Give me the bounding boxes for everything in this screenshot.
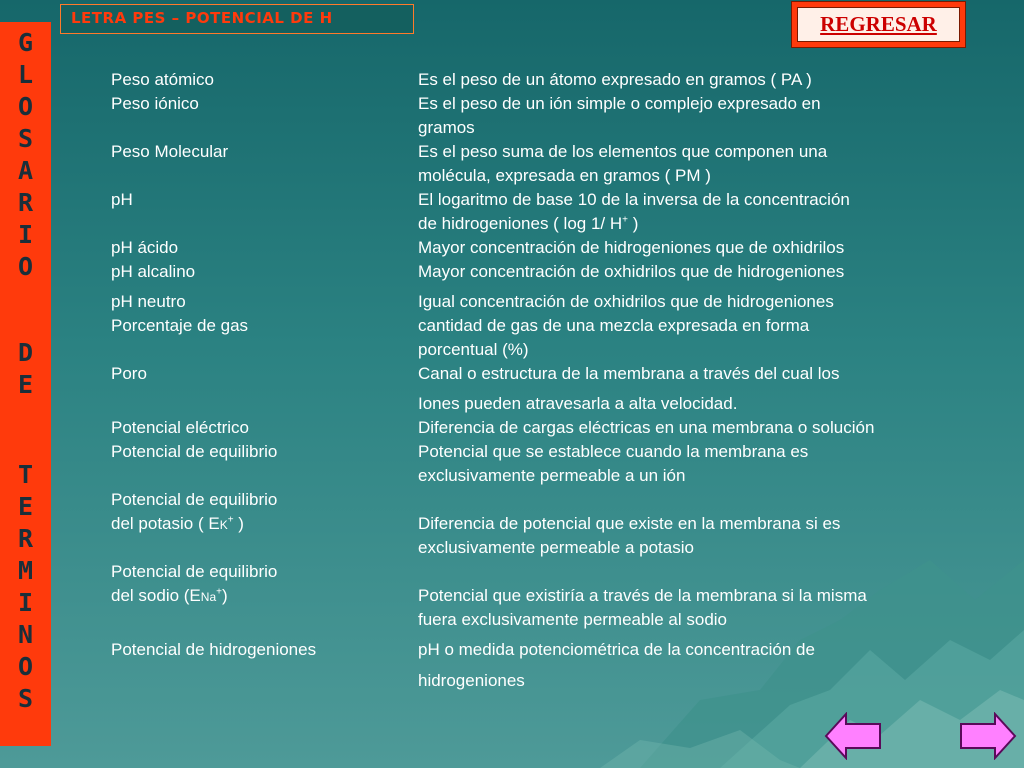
sidebar-letter: G — [17, 28, 34, 57]
sidebar-letter: T — [17, 460, 34, 489]
sidebar-letter: O — [17, 92, 34, 121]
superscript-plus: + — [216, 586, 222, 598]
definition-line: El logaritmo de base 10 de la inversa de la concentración — [418, 190, 850, 209]
sidebar-letter: S — [17, 124, 34, 153]
definition-line: Potencial que se establece cuando la membrana es — [418, 442, 809, 461]
term-potencial-equilibrio-sodio-line2 — [111, 584, 228, 608]
term-text: del sodio (E — [111, 586, 201, 605]
definition-line: Mayor concentración de hidrogeniones que de oxhidrilos — [418, 238, 845, 257]
definition-line: exclusivamente permeable a un ión — [418, 466, 686, 485]
term-potencial-equilibrio-sodio: Potencial de equilibrio — [111, 562, 278, 581]
definition-line: Potencial que existiría a través de la membrana si la misma — [418, 586, 867, 605]
superscript-plus: + — [622, 214, 628, 226]
glossary-sidebar — [0, 22, 51, 746]
sidebar-letter: N — [17, 620, 34, 649]
term-ph-alcalino: pH alcalino — [111, 262, 196, 281]
definition-line: Mayor concentración de oxhidrilos que de hidrogeniones — [418, 262, 845, 281]
definition-line: Diferencia de cargas eléctricas en una membrana o solución — [418, 418, 875, 437]
term-porcentaje-de-gas: Porcentaje de gas — [111, 316, 249, 335]
term-ph-acido: pH ácido — [111, 238, 179, 257]
definition-text: de hidrogeniones ( log 1/ H — [418, 214, 623, 233]
term-text: ) — [221, 586, 228, 605]
term-potencial-electrico: Potencial eléctrico — [111, 418, 249, 437]
term-potencial-equilibrio-potasio: Potencial de equilibrio — [111, 490, 278, 509]
definition-line: Es el peso suma de los elementos que componen una — [418, 142, 828, 161]
definition-line: Diferencia de potencial que existe en la membrana si es — [418, 514, 841, 533]
sidebar-letter: E — [17, 370, 34, 399]
definition-line: porcentual (%) — [418, 340, 529, 359]
term-poro: Poro — [111, 364, 147, 383]
regresar-button-label: REGRESAR — [797, 7, 960, 42]
definition-line: fuera exclusivamente permeable al sodio — [418, 610, 728, 629]
definition-line: hidrogeniones — [418, 671, 525, 690]
sidebar-letter: I — [17, 220, 34, 249]
term-peso-atomico: Peso atómico — [111, 70, 214, 89]
sidebar-letter: E — [17, 492, 34, 521]
sidebar-letter: L — [17, 60, 34, 89]
right-arrow-icon[interactable] — [957, 712, 1017, 760]
term-ph-neutro: pH neutro — [111, 292, 186, 311]
definition-text: ) — [627, 214, 639, 233]
term-peso-molecular: Peso Molecular — [111, 142, 229, 161]
slide-title: LETRA PES – POTENCIAL DE H — [60, 4, 414, 34]
left-arrow-icon[interactable] — [824, 712, 884, 760]
sidebar-letter: D — [17, 338, 34, 367]
sidebar-letter: R — [17, 524, 34, 553]
term-potencial-equilibrio-potasio-line2 — [111, 512, 244, 536]
sidebar-letter: R — [17, 188, 34, 217]
sidebar-letter: I — [17, 588, 34, 617]
definition-line — [418, 212, 638, 236]
term-ph: pH — [111, 190, 133, 209]
regresar-button[interactable] — [791, 1, 966, 48]
sidebar-letter: M — [17, 556, 34, 585]
term-potencial-de-equilibrio: Potencial de equilibrio — [111, 442, 278, 461]
term-text: ) — [233, 514, 244, 533]
term-text: del potasio ( E — [111, 514, 220, 533]
superscript-plus: + — [227, 514, 234, 526]
definition-line: Es el peso de un ión simple o complejo expresado en — [418, 94, 821, 113]
sidebar-letter: A — [17, 156, 34, 185]
definition-line: Canal o estructura de la membrana a través del cual los — [418, 364, 840, 383]
definition-line: Iones pueden atravesarla a alta velocidad. — [418, 394, 738, 413]
definition-line: Es el peso de un átomo expresado en gramos ( PA ) — [418, 70, 812, 89]
term-peso-ionico: Peso iónico — [111, 94, 199, 113]
definition-line: gramos — [418, 118, 475, 137]
subscript-na: Na — [200, 590, 217, 604]
definition-line: exclusivamente permeable a potasio — [418, 538, 694, 557]
definition-line: molécula, expresada en gramos ( PM ) — [418, 166, 711, 185]
subscript-k: K — [219, 518, 228, 532]
definition-line: pH o medida potenciométrica de la concentración de — [418, 640, 815, 659]
definition-line: Igual concentración de oxhidrilos que de hidrogeniones — [418, 292, 834, 311]
definition-line: cantidad de gas de una mezcla expresada en forma — [418, 316, 810, 335]
sidebar-letter: O — [17, 652, 34, 681]
term-potencial-de-hidrogeniones: Potencial de hidrogeniones — [111, 640, 317, 659]
sidebar-letter: O — [17, 252, 34, 281]
sidebar-letter: S — [17, 684, 34, 713]
